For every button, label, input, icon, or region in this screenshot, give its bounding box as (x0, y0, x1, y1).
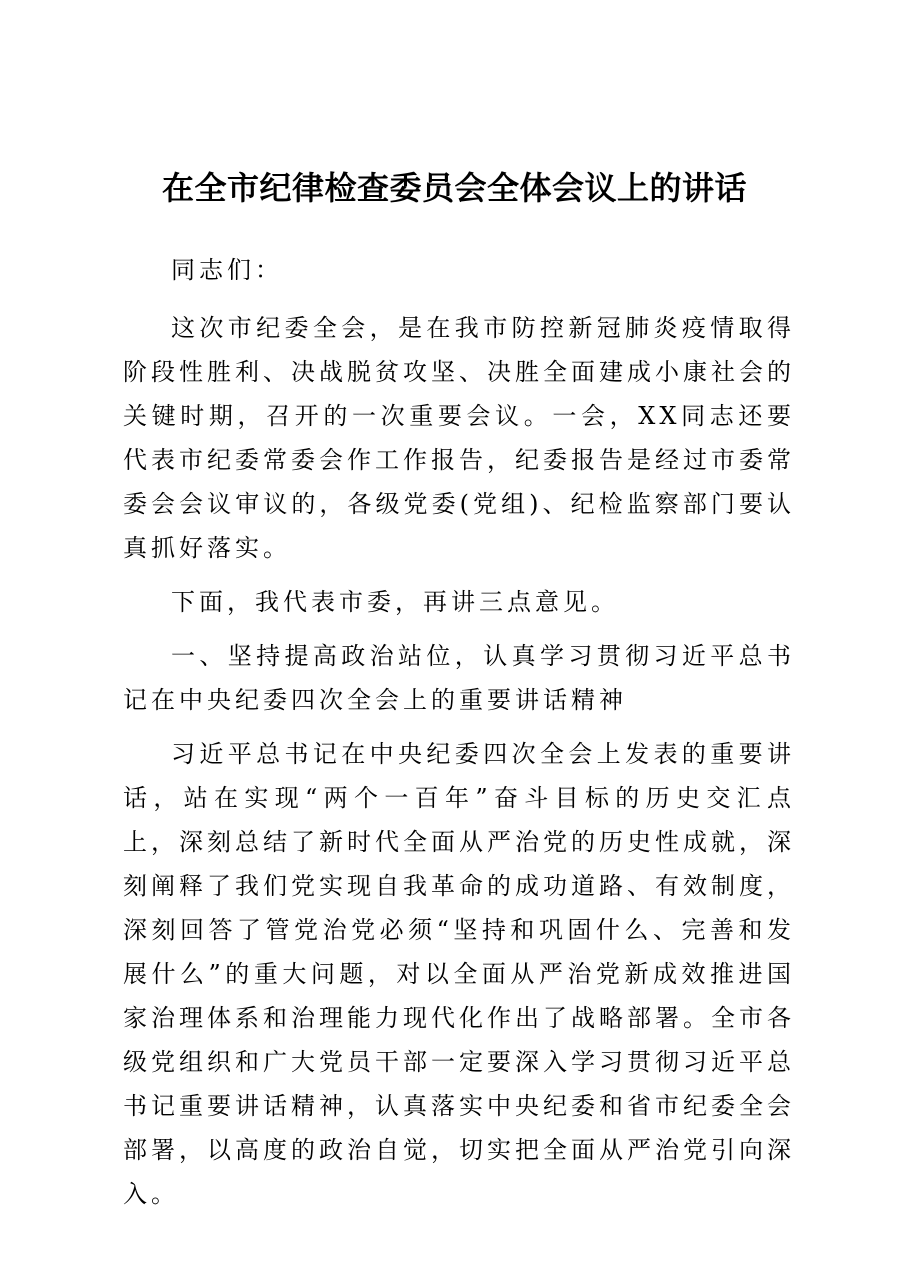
greeting: 同志们： (171, 256, 283, 284)
section-heading-1: 一、坚持提高政治站位，认真学习贯彻习近平总书记在中央纪委四次全会上的重要讲话精神 (123, 642, 795, 714)
paragraph-2: 下面，我代表市委，再讲三点意见。 (171, 588, 619, 616)
document-body (123, 248, 795, 1226)
paragraph-3: 习近平总书记在中央纪委四次全会上发表的重要讲话，站在实现“两个一百年”奋斗目标的历史交汇点上，深刻总结了新时代全面从严治党的历史性成就，深刻阐释了我们党实现自我革命的成功道路、有效制度，深刻回答了管党治党必须“坚持和巩固什么、完善和发展什么”的重大问题，对以全面从严治党新成效推进国家治理体系和治理能力现代化作出了战略部署。全市各级党组织和广大党员干部一定要深入学习贯彻习近平总书记重要讲话精神，认真落实中央纪委和省市纪委全会部署，以高度的政治自觉，切实把全面从严治党引向深入。 (123, 740, 795, 1208)
document-title: 在全市纪律检查委员会全体会议上的讲话 (161, 169, 747, 207)
paragraph-1: 这次市纪委全会，是在我市防控新冠肺炎疫情取得阶段性胜利、决战脱贫攻坚、决胜全面建成小康社会的关键时期，召开的一次重要会议。一会，XX同志还要代表市纪委常委会作工作报告，纪委报告是经过市委常委会会议审议的，各级党委(党组)、纪检监察部门要认真抓好落实。 (123, 314, 795, 562)
